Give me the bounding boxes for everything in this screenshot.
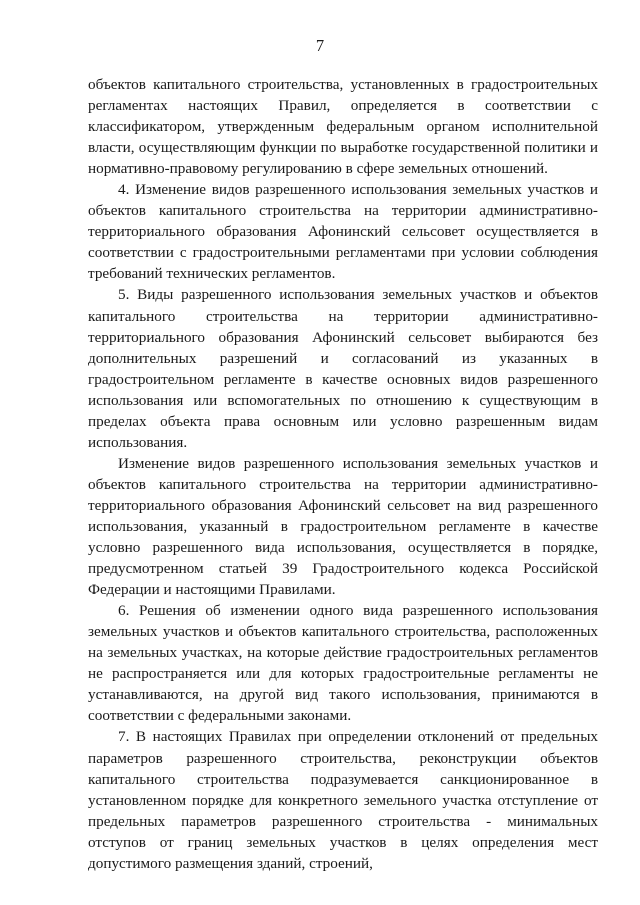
paragraph-continuation: объектов капитального строительства, установленных в градостроительных регламентах настоящих Правил, определяется в соответствии с классификатором, утвержденным федеральным органом исполнительной власти, осуществляющим функции по выработке государственной политики и нормативно-правовому регулированию в сфере земельных отношений. <box>88 76 598 178</box>
paragraph-item-5: 5. Виды разрешенного использования земельных участков и объектов капитального строительства на территории административно-территориального образования Афонинский сельсовет выбираются без дополнительных разрешений и согласований из указанных в градостроительном регламенте в качестве основных видов разрешенного использования или вспомогательных по отношению к существующим в пределах объекта права основным или условно разрешенным видам использования. <box>88 286 598 451</box>
document-body <box>88 74 598 874</box>
paragraph-item-7: 7. В настоящих Правилах при определении отклонений от предельных параметров разрешенного строительства, реконструкции объектов капитального строительства подразумевается санкционированное в установленном порядке для конкретного земельного участка отступление от предельных параметров разрешенного строительства - минимальных отступов от границ земельных участков в целях определения мест допустимого размещения зданий, строений, <box>88 728 598 872</box>
paragraph-item-4: 4. Изменение видов разрешенного использования земельных участков и объектов капитального строительства на территории административно-территориального образования Афонинский сельсовет осуществляется в соответствии с градостроительными регламентами при условии соблюдения требований технических регламентов. <box>88 181 598 283</box>
paragraph-item-5-continued: Изменение видов разрешенного использования земельных участков и объектов капитального строительства на территории административно-территориального образования Афонинский сельсовет на вид разрешенного использования, указанный в градостроительном регламенте в качестве условно разрешенного вида использования, осуществляется в порядке, предусмотренном статьей 39 Градостроительного кодекса Российской Федерации и настоящими Правилами. <box>88 454 598 599</box>
paragraph-item-6: 6. Решения об изменении одного вида разрешенного использования земельных участков и объектов капитального строительства, расположенных на земельных участках, на которые действие градостроительных регламентов не распространяется или для которых градостроительные регламенты не устанавливаются, на другой вид такого использования, принимаются в соответствии с федеральными законами. <box>88 602 598 725</box>
page-number: 7 <box>315 36 325 55</box>
